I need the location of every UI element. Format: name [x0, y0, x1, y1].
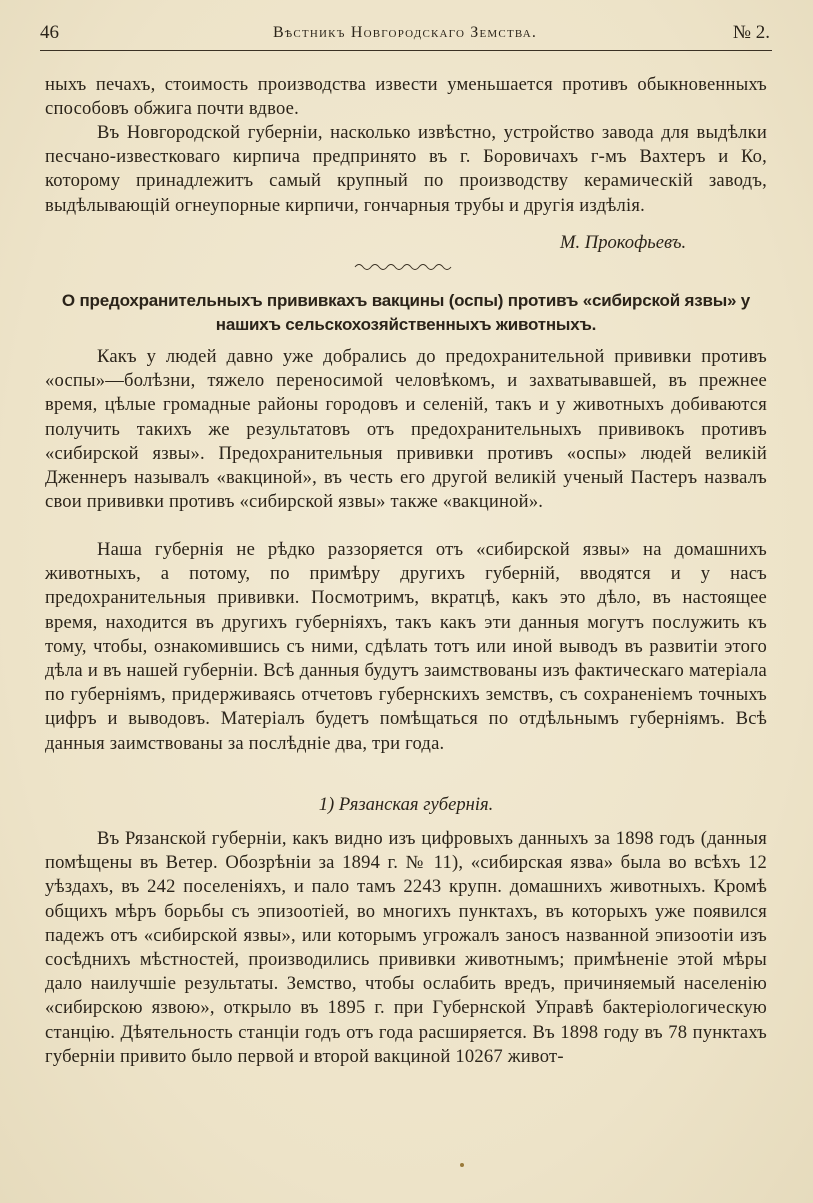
journal-title: Вѣстникъ Новгородскаго Земства. — [272, 24, 538, 41]
header-rule — [40, 50, 772, 51]
running-header — [40, 20, 770, 50]
article-title: О предохранительныхъ прививкахъ вакцины (оспы) противъ «сибирской язвы» у нашихъ сельскохозяйственныхъ животныхъ. — [61, 291, 751, 334]
article-paragraph-2: Наша губернія не рѣдко раззоряется отъ «сибирской язвы» на домашнихъ животныхъ, а потому, по примѣру другихъ губерній, вводятся и у насъ предохранительныя прививки. Посмотримъ, вкратцѣ, какъ это дѣло, въ настоящее время, находится въ другихъ губерніяхъ, такъ какъ эти данныя могутъ послужить къ тому, чтобы, ознакомившись съ ними, сдѣлать тотъ или иной выводъ въ развитіи этого дѣла и въ нашей губерніи. Всѣ данныя будутъ заимствованы изъ фактическаго матеріала по губерніямъ, придерживаясь отчетовъ губернскихъ земствъ, съ сохраненіемъ точныхъ цифръ и выводовъ. Матеріалъ будетъ помѣщаться по отдѣльнымъ губерніямъ. Всѣ данныя заимствованы за послѣдніе два, три года. — [45, 539, 767, 754]
paper-speck — [460, 1163, 464, 1167]
article-paragraph-3: Въ Рязанской губерніи, какъ видно изъ цифровыхъ данныхъ за 1898 годъ (данныя помѣщены въ Ветер. Обозрѣніи за 1894 г. № 11), «сибирская язва» была во всѣхъ 12 уѣздахъ, въ 242 поселеніяхъ, и пало тамъ 2243 крупн. домашнихъ животныхъ. Кромѣ общихъ мѣръ борьбы съ эпизоотіей, во многихъ пунктахъ, въ которыхъ уже появился падежъ отъ «сибирской язвы», или которымъ угрожалъ заносъ названной эпизоотіи изъ сосѣднихъ мѣстностей, производились прививки животнымъ; примѣненіе этой мѣры дало наилучшіе результаты. Земство, чтобы ослабить вредъ, причиняемый населенію «сибирскою язвою», открыло въ 1895 г. при Губернской Управѣ бактеріологическую станцію. Дѣятельность станціи годъ отъ года расширяется. Въ 1898 году въ 78 пунктахъ губерніи привито было первой и второй вакциной 10267 живот- — [45, 828, 767, 1067]
section-heading: 1) Рязанская губернія. — [318, 794, 494, 815]
issue-number: № 2. — [732, 22, 770, 43]
previous-article-paragraph-2: Въ Новгородской губерніи, насколько извѣстно, устройство завода для выдѣлки песчано-известковаго кирпича предпринято въ г. Боровичахъ г-мъ Вахтеръ и Ко, которому принадлежитъ самый крупный по производству керамическій заводъ, выдѣлывающій огнеупорные кирпичи, гончарныя трубы и другія издѣлія. — [45, 122, 767, 216]
previous-article-paragraph-1: ныхъ печахъ, стоимость производства извести уменьшается противъ обыкновенныхъ способовъ обжига почти вдвое. — [45, 74, 767, 120]
author-signature: М. Прокофьевъ. — [560, 232, 687, 253]
page-number: 46 — [40, 22, 59, 43]
article-paragraph-1: Какъ у людей давно уже добрались до предохранительной прививки противъ «оспы»—болѣзни, тяжело переносимой человѣкомъ, и захватывавшей, въ прежнее время, цѣлые громадные районы городовъ и селеній, такъ и у животныхъ добиваются получить такихъ же результатовъ отъ предохранительныхъ прививокъ противъ «сибирской язвы». Предохранительныя прививки противъ «оспы» людей великій Дженнеръ называлъ «вакциной», въ честь его другой великій ученый Пастеръ назвалъ свои прививки противъ «сибирской язвы» также «вакциной». — [45, 346, 767, 513]
section-divider-ornament — [353, 262, 457, 272]
